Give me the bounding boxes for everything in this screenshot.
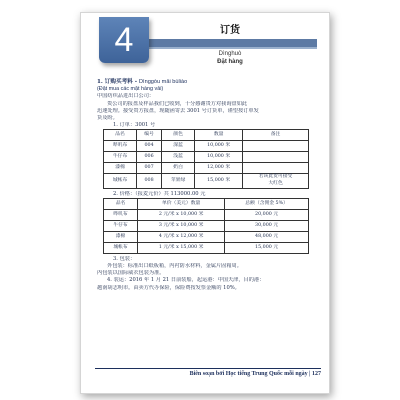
table-cell: 奶白 bbox=[162, 163, 195, 174]
page-content bbox=[97, 79, 317, 292]
table-header: 数量 bbox=[195, 130, 243, 141]
table-row bbox=[104, 163, 309, 174]
order-label: 1. 订单：3001 号 bbox=[113, 122, 156, 129]
table-cell: 2 元/米 x 10,000 米 bbox=[138, 209, 225, 220]
table-cell: 若该此货可接受 大红色 bbox=[243, 174, 309, 188]
table-header: 单价（美元）数量 bbox=[138, 198, 225, 209]
table-cell bbox=[243, 152, 309, 163]
table-cell: 1 元/米 x 15,000 米 bbox=[138, 242, 225, 253]
table-cell: 漆棉 bbox=[104, 163, 137, 174]
book-page bbox=[80, 12, 330, 394]
lesson-title-pinyin: Dìnghuò bbox=[218, 51, 242, 57]
packing-line: 外包装：标准出口纸板箱，内衬防水材料，金属片固箱周。 bbox=[107, 263, 242, 270]
table-header-row bbox=[104, 198, 309, 209]
letter-line: 迅速处理。接受贵方报盘，现随函寄去 3001 号订货单，谨望按订单发 bbox=[97, 107, 259, 114]
table-cell: 苹果绿 bbox=[162, 174, 195, 188]
lesson-title-zh: 订货 bbox=[220, 25, 240, 36]
page-footer: Biên soạn bởi Học tiếng Trung Quốc mỗi ngày | 127 bbox=[95, 368, 321, 377]
table-header: 备注 bbox=[243, 130, 309, 141]
table-cell: 20,000 元 bbox=[225, 209, 309, 220]
table-cell: 15,000 米 bbox=[195, 174, 243, 188]
table-row bbox=[104, 220, 309, 231]
table-cell: 12,000 米 bbox=[195, 163, 243, 174]
table-cell: 3 元/米 x 10,000 米 bbox=[138, 220, 225, 231]
shipment-line: 越南胡志明市。由卖方代办保险，保险费按发票金额的 10%。 bbox=[97, 284, 240, 291]
table-cell bbox=[243, 163, 309, 174]
table-cell: 004 bbox=[137, 141, 162, 152]
table-cell: 牛仔布 bbox=[104, 152, 137, 163]
table-row bbox=[104, 141, 309, 152]
table-header-row bbox=[104, 130, 309, 141]
table-row bbox=[104, 242, 309, 253]
table-cell: 10,000 米 bbox=[195, 141, 243, 152]
price-table bbox=[103, 198, 309, 254]
table-cell: 30,000 元 bbox=[225, 220, 309, 231]
table-cell: 浅蓝 bbox=[162, 152, 195, 163]
table-row bbox=[104, 209, 309, 220]
lesson-title-vi: Đặt hàng bbox=[217, 59, 243, 65]
letter-line: 贵公司的报盘及样品我们已收到，十分感谢贵方对我询盘如此 bbox=[107, 100, 248, 107]
table-cell: 15,000 元 bbox=[225, 242, 309, 253]
table-cell: 10,000 米 bbox=[195, 152, 243, 163]
table-cell: 漆棉 bbox=[104, 231, 138, 242]
table-cell: 006 bbox=[137, 152, 162, 163]
table-cell: 4 元/米 x 12,000 米 bbox=[138, 231, 225, 242]
table-cell: 牛仔布 bbox=[104, 220, 138, 231]
table-cell: 48,000 元 bbox=[225, 231, 309, 242]
table-row bbox=[104, 152, 309, 163]
section-title-vi: (Đặt mua các mặt hàng vải) bbox=[97, 86, 164, 93]
table-header: 编号 bbox=[137, 130, 162, 141]
table-cell: 深蓝 bbox=[162, 141, 195, 152]
price-label: 2. 价格：（报麦元价）共 113000.00 元 bbox=[113, 190, 206, 197]
table-cell: 城帐布 bbox=[104, 174, 137, 188]
section-title bbox=[97, 79, 317, 86]
table-row bbox=[104, 174, 309, 188]
order-table bbox=[103, 129, 309, 188]
lesson-number: 4 bbox=[114, 20, 134, 59]
table-cell: 哔叽布 bbox=[104, 141, 137, 152]
table-header: 颜色 bbox=[162, 130, 195, 141]
table-cell: 城帐布 bbox=[104, 242, 138, 253]
table-header: 品名 bbox=[104, 198, 138, 209]
packing-label: 3. 包装： bbox=[113, 255, 136, 262]
table-cell: 哔叽布 bbox=[104, 209, 138, 220]
table-cell: 007 bbox=[137, 163, 162, 174]
table-cell bbox=[243, 141, 309, 152]
table-header: 总额（含佣金 5%） bbox=[225, 198, 309, 209]
table-row bbox=[104, 231, 309, 242]
packing-line: 内包装以国际威衣包装为准。 bbox=[97, 270, 165, 277]
section-title-zh: 1. 订购买考料 - bbox=[97, 79, 139, 85]
shipment-line: 4. 装运：2016 年 1 月 21 日前装船，起运港：中国天津，目的港： bbox=[107, 277, 265, 284]
letter-line: 货及盼。 bbox=[97, 115, 118, 122]
section-title-pinyin: Dìnggòu mǎi bùliào bbox=[138, 79, 188, 85]
letter-salutation: 中国纺织品进出口公司： bbox=[97, 93, 155, 100]
table-header: 品名 bbox=[104, 130, 137, 141]
table-cell: 008 bbox=[137, 174, 162, 188]
